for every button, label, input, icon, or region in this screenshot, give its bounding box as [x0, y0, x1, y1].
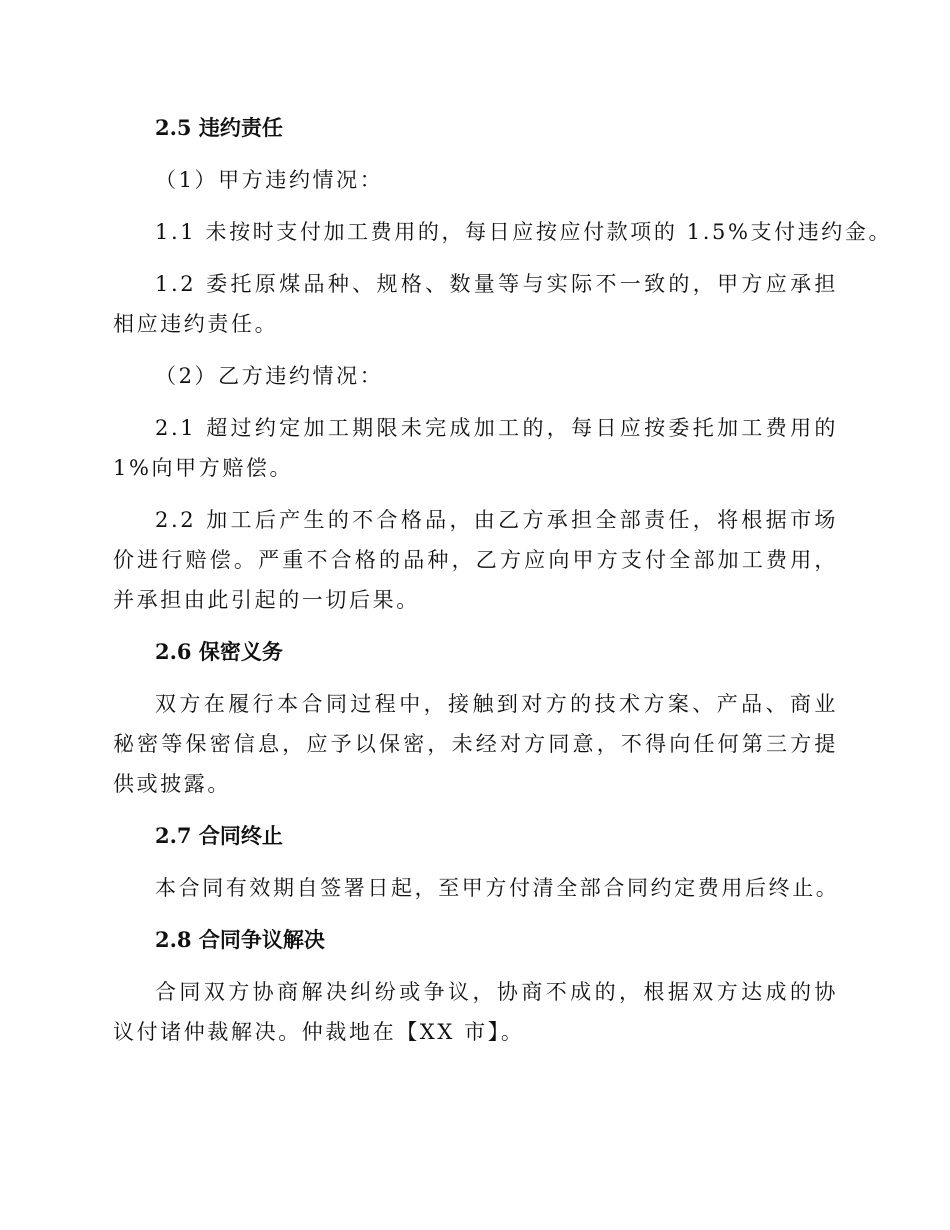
section-heading-breach: 2.5 违约责任 — [155, 115, 283, 140]
section-heading-termination: 2.7 合同终止 — [155, 823, 283, 848]
document-content — [113, 108, 893, 1064]
section-heading-confidentiality: 2.6 保密义务 — [155, 639, 283, 664]
paragraph-party-a-breach-title: （1）甲方违约情况： — [155, 168, 384, 192]
paragraph-clause-2-2: 2.2 加工后产生的不合格品，由乙方承担全部责任，将根据市场价进行赔偿。严重不合格的品种，乙方应向甲方支付全部加工费用，并承担由此引起的一切后果。 — [113, 508, 838, 612]
paragraph-clause-1-1: 1.1 未按时支付加工费用的，每日应按应付款项的 1.5%支付违约金。 — [155, 220, 893, 244]
paragraph-confidentiality: 双方在履行本合同过程中，接触到对方的技术方案、产品、商业秘密等保密信息，应予以保密，未经对方同意，不得向任何第三方提供或披露。 — [113, 692, 838, 796]
section-heading-dispute: 2.8 合同争议解决 — [155, 927, 325, 952]
paragraph-clause-1-2: 1.2 委托原煤品种、规格、数量等与实际不一致的，甲方应承担相应违约责任。 — [113, 272, 838, 336]
paragraph-termination: 本合同有效期自签署日起，至甲方付清全部合同约定费用后终止。 — [155, 876, 840, 900]
paragraph-party-b-breach-title: （2）乙方违约情况： — [155, 364, 384, 388]
paragraph-clause-2-1: 2.1 超过约定加工期限未完成加工的，每日应按委托加工费用的 1%向甲方赔偿。 — [113, 416, 838, 480]
paragraph-dispute: 合同双方协商解决纠纷或争议，协商不成的，根据双方达成的协议付诸仲裁解决。仲裁地在【XX 市】。 — [113, 980, 838, 1044]
